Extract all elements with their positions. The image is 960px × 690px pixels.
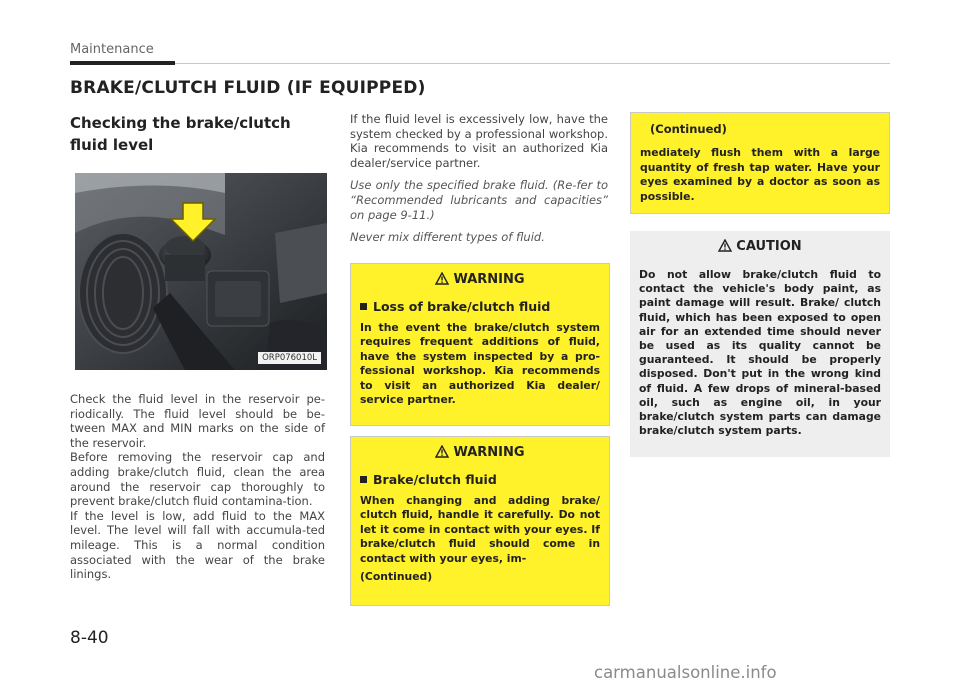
caution-body: Do not allow brake/clutch fluid to contact the vehicle's body paint, as paint damage will result. Brake/ clutch fluid, which has been exposed to open air for an extended time should never be used as its quality cannot be guaranteed. It should be properly disposed. Don't put in the wrong kind of fluid. A few drops of mineral-based oil, such as engine oil, in your brake/clutch system parts can damage brake/clutch system parts. xyxy=(639,268,881,438)
warning-subheading-text: Brake/clutch fluid xyxy=(373,472,497,487)
warning-heading-text: WARNING xyxy=(453,272,525,287)
italic-note: Never mix different types of fluid. xyxy=(350,230,545,245)
caution-triangle-icon xyxy=(718,239,732,252)
continued-note: (Continued) xyxy=(360,570,433,584)
middle-column-text xyxy=(350,112,608,245)
warning-box-fluid-loss xyxy=(350,263,610,426)
header-rule xyxy=(175,63,890,64)
warning-continued-box xyxy=(630,112,890,214)
warning-heading xyxy=(360,272,600,287)
paragraph: Check the fluid level in the reservoir pe-riodically. The fluid level should be be-tween MAX and MIN marks on the side of the reservoir. xyxy=(70,392,325,450)
paragraph: If the fluid level is excessively low, have the system checked by a professional workshop. Kia recommends to visit an authorized Kia dealer/service partner. xyxy=(350,112,608,170)
warning-box-brake-fluid xyxy=(350,436,610,606)
warning-body: In the event the brake/clutch system requires frequent additions of fluid, have the system inspected by a pro-fessional workshop. Kia recommends to visit an authorized Kia dealer/ service partner. xyxy=(360,321,600,407)
warning-heading-text: WARNING xyxy=(453,445,525,460)
page-number: 8-40 xyxy=(70,628,109,648)
caution-box xyxy=(630,231,890,457)
warning-body: When changing and adding brake/ clutch fluid, handle it carefully. Do not let it come in contact with your eyes. If brake/clutch fluid should come in contact with your eyes, im- xyxy=(360,494,600,565)
warning-subheading xyxy=(360,299,600,314)
warning-triangle-icon xyxy=(435,272,449,285)
warning-subheading xyxy=(360,472,600,487)
engine-bay-photo xyxy=(75,173,327,370)
subsection-title: Checking the brake/clutch fluid level xyxy=(70,114,291,154)
header-bar xyxy=(70,61,175,65)
left-column-text xyxy=(70,392,325,582)
caution-heading xyxy=(639,239,881,254)
section-header: Maintenance xyxy=(70,42,154,57)
continued-heading: (Continued) xyxy=(650,122,727,136)
warning-heading xyxy=(360,445,600,460)
warning-subheading-text: Loss of brake/clutch fluid xyxy=(373,299,551,314)
continued-body: mediately flush them with a large quantity of fresh tap water. Have your eyes examined by a doctor as soon as possible. xyxy=(640,146,880,203)
brake-reservoir-illustration xyxy=(75,173,327,370)
photo-code-label: ORP076010L xyxy=(258,352,321,364)
square-bullet-icon xyxy=(360,303,367,310)
section-title: BRAKE/CLUTCH FLUID (IF EQUIPPED) xyxy=(70,78,426,98)
paragraph: Before removing the reservoir cap and adding brake/clutch fluid, clean the area around the reservoir cap thoroughly to prevent brake/clutch fluid contamina-tion. xyxy=(70,450,325,509)
italic-note: Use only the specified brake fluid. (Re-fer to “Recommended lubricants and capacities” on page 9-11.) xyxy=(350,178,608,222)
warning-triangle-icon xyxy=(435,445,449,458)
square-bullet-icon xyxy=(360,476,367,483)
watermark-text: carmanualsonline.info xyxy=(594,663,777,682)
paragraph: If the level is low, add fluid to the MAX level. The level will fall with accumula-ted mileage. This is a normal condition associated with the wear of the brake linings. xyxy=(70,508,325,582)
caution-heading-text: CAUTION xyxy=(736,239,802,254)
